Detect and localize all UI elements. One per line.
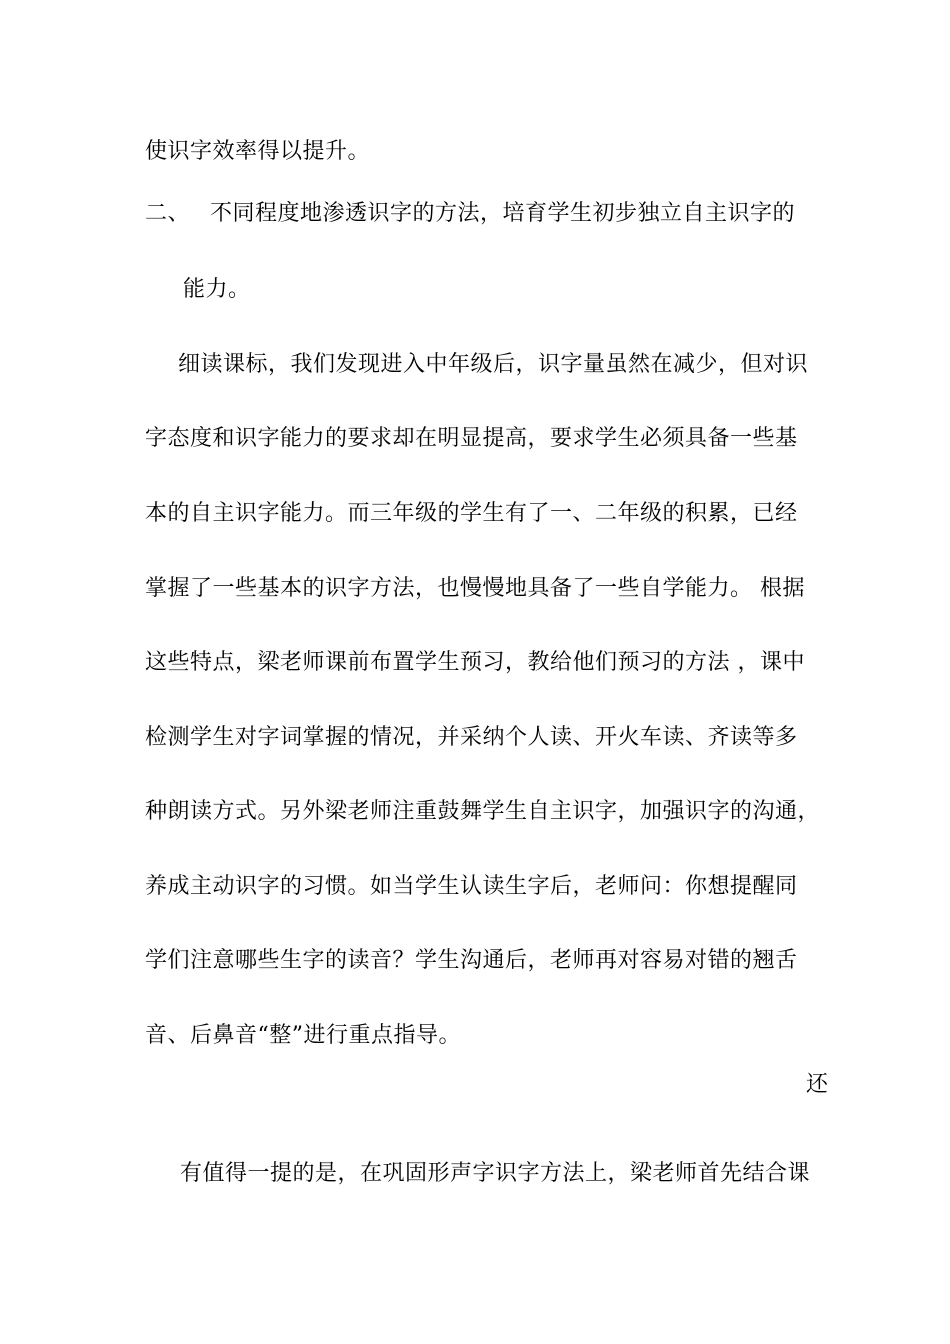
paragraph-line: 本的自主识字能力。而三年级的学生有了一、二年级的积累，已经 xyxy=(145,501,798,526)
paragraph-line: 这些特点，梁老师课前布置学生预习，教给他们预习的方法 ，课中 xyxy=(145,650,805,675)
paragraph-line: 检测学生对字词掌握的情况，并采纳个人读、开火车读、齐读等多 xyxy=(145,725,798,750)
paragraph-line: 细读课标，我们发现进入中年级后，识字量虽然在减少，但对识 xyxy=(178,352,809,377)
stray-character: 还 xyxy=(806,1072,829,1097)
paragraph-line: 学们注意哪些生字的读音？学生沟通后，老师再对容易对错的翘舌 xyxy=(145,948,798,973)
paragraph-line: 音、后鼻音“整”进行重点指导。 xyxy=(145,1023,461,1048)
paragraph-line: 养成主动识字的习惯。如当学生认读生字后，老师问：你想提醒同 xyxy=(145,874,798,899)
paragraph-line: 掌握了一些基本的识字方法，也慢慢地具备了一些自学能力。 根据 xyxy=(145,576,805,601)
paragraph-2-first-line: 有值得一提的是，在巩固形声字识字方法上，梁老师首先结合课 xyxy=(180,1161,811,1186)
continuation-line: 使识字效率得以提升。 xyxy=(145,139,371,164)
heading-number: 二、 xyxy=(145,201,191,226)
paragraph-line: 种朗读方式。另外梁老师注重鼓舞学生自主识字，加强识字的沟通， xyxy=(145,799,821,824)
heading-title-line-2: 能力。 xyxy=(183,277,251,302)
heading-title-line-1: 不同程度地渗透识字的方法，培育学生初步独立自主识字的 xyxy=(210,201,796,226)
paragraph-line: 字态度和识字能力的要求却在明显提高，要求学生必须具备一些基 xyxy=(145,426,798,451)
